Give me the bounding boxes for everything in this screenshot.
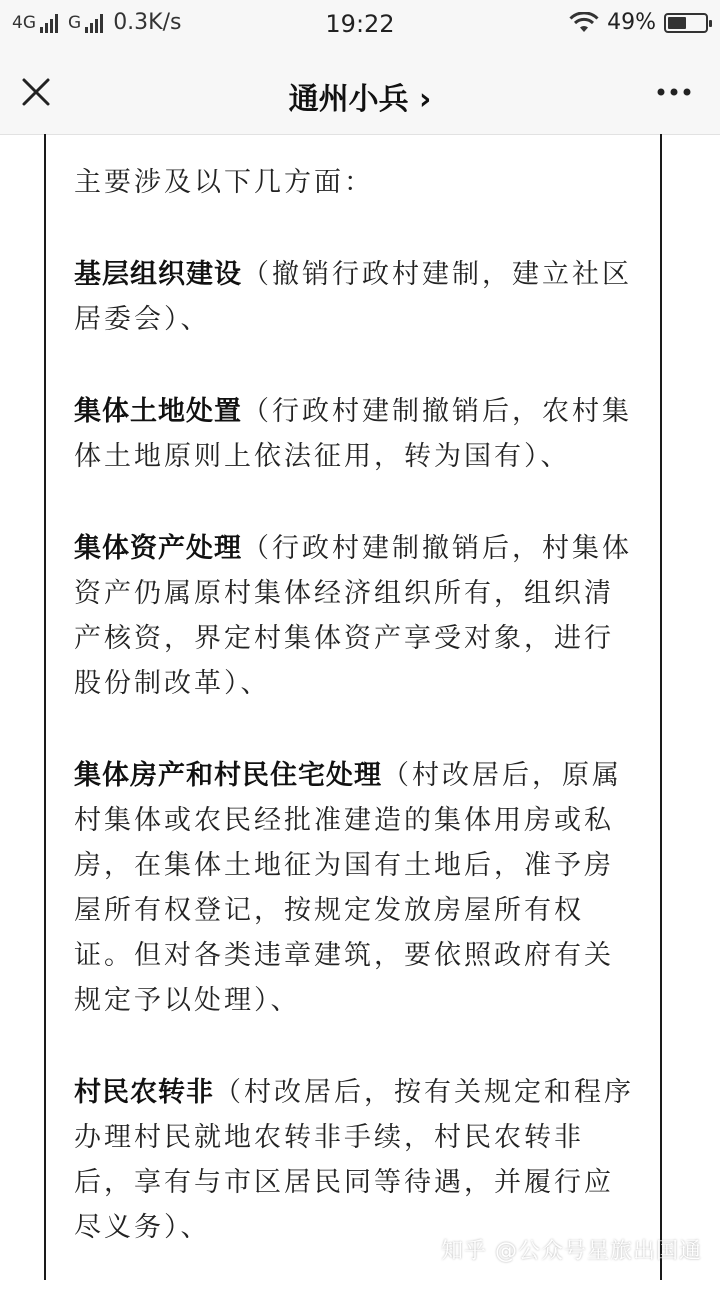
item-heading: 村民农转非 <box>74 1077 214 1108</box>
battery-status <box>569 10 708 35</box>
item-text: （行政村建制撤销后，村集体资产仍属原村集体经济组织所有，组织清产核资，界定村集体资产享受对象，进行股份制改革）、 <box>74 533 632 699</box>
article-item <box>74 252 634 342</box>
article-item <box>74 389 634 479</box>
account-title-link[interactable] <box>0 74 720 118</box>
more-icon[interactable] <box>656 80 692 104</box>
item-heading: 基层组织建设 <box>74 259 242 290</box>
network-speed: 0.3K/s <box>113 10 182 35</box>
article-item <box>74 753 634 1023</box>
item-heading: 集体房产和村民住宅处理 <box>74 760 382 791</box>
wifi-icon <box>569 12 599 34</box>
item-heading: 集体资产处理 <box>74 533 242 564</box>
network-4g-label: 4G <box>12 12 36 33</box>
item-text: （村改居后，原属村集体或农民经批准建造的集体用房或私房，在集体土地征为国有土地后，准予房屋所有权登记，按规定发放房屋所有权证。但对各类违章建筑，要依照政府有关规定予以处理）、 <box>74 760 622 1016</box>
chevron-right-icon: › <box>419 82 432 117</box>
status-bar <box>0 0 720 50</box>
article-item <box>74 1070 634 1250</box>
account-title: 通州小兵 <box>288 82 409 117</box>
article-body <box>74 160 634 1297</box>
battery-percent: 49% <box>607 10 656 35</box>
article-item <box>74 526 634 706</box>
nav-bar <box>0 50 720 135</box>
item-text: （撤销行政村建制，建立社区居委会）、 <box>74 259 632 335</box>
item-text: （村改居后，按有关规定和程序办理村民就地农转非手续，村民农转非后，享有与市区居民同等待遇，并履行应尽义务）、 <box>74 1077 634 1243</box>
battery-icon <box>664 13 708 33</box>
network-g-label: G <box>68 12 82 33</box>
item-heading: 集体土地处置 <box>74 396 242 427</box>
battery-fill <box>668 17 686 29</box>
clock: 19:22 <box>325 10 395 38</box>
article-intro: 主要涉及以下几方面： <box>74 167 374 198</box>
watermark: 知乎 @公众号星旅出国通 <box>441 1239 702 1264</box>
item-text: （行政村建制撤销后，农村集体土地原则上依法征用，转为国有）、 <box>74 396 632 472</box>
